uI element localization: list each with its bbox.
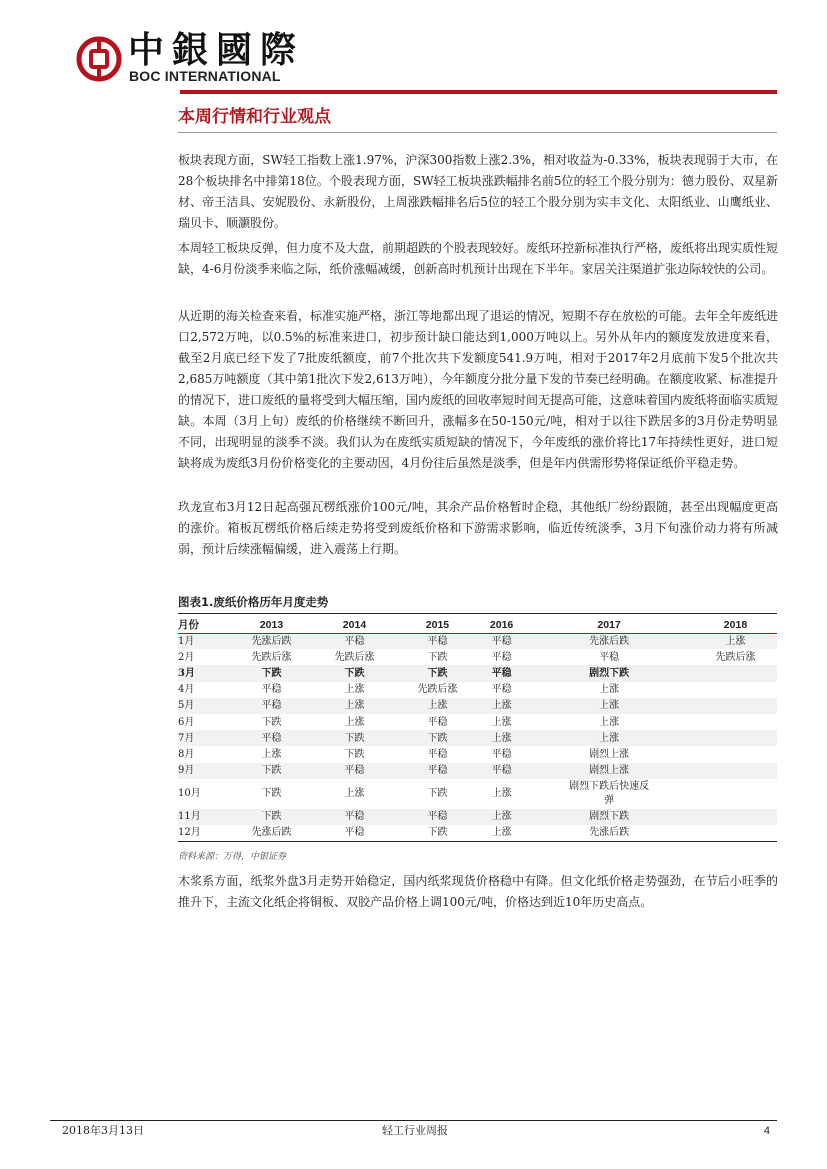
table-cell-month: 6月	[178, 714, 230, 730]
figure-title-divider	[178, 613, 777, 614]
table-row	[178, 633, 777, 649]
table-cell	[694, 682, 777, 698]
table-cell: 平稳	[396, 809, 479, 825]
table-cell	[694, 763, 777, 779]
table-cell: 剧烈下跌	[524, 809, 694, 825]
table-header-row	[178, 617, 777, 633]
table-cell: 下跌	[396, 730, 479, 746]
table-cell: 下跌	[230, 779, 313, 809]
table-cell-month: 1月	[178, 633, 230, 649]
table-header-year: 2018	[694, 617, 777, 633]
table-cell: 下跌	[230, 809, 313, 825]
table-cell: 上涨	[694, 633, 777, 649]
table-row	[178, 730, 777, 746]
table-cell: 上涨	[479, 714, 524, 730]
brand-name-cn: 中銀國際	[128, 29, 305, 71]
table-cell: 先跌后涨	[396, 682, 479, 698]
table-cell: 下跌	[313, 665, 396, 681]
paragraph-price-increase: 玖龙宣布3月12日起高强瓦楞纸涨价100元/吨，其余产品价格暂时企稳，其他纸厂纷纷跟随，甚至出现幅度更高的涨价。箱板瓦楞纸价格后续走势将受到废纸价格和下游需求影响，临近传统淡季，3月下旬涨价动力将有所减弱，预计后续涨幅偏缓，进入震荡上行期。	[178, 500, 778, 556]
table-cell: 平稳	[396, 633, 479, 649]
table-cell: 平稳	[479, 665, 524, 681]
paragraph-customs-inspection: 从近期的海关检查来看，标准实施严格，浙江等地都出现了退运的情况，短期不存在放松的可能。去年全年废纸进口2,572万吨，以0.5%的标准来进口，初步预计缺口能达到1,000万吨以上。另外从年内的额度发放进度来看，截至2月底已经下发了7批废纸额度，前7个批次共下发额度541.9万吨，相对于2017年2月底前下发5个批次共2,685万吨额度（其中第1批次下发2,613万吨），今年额度分批分量下发的节奏已经明确。在额度收紧、标准提升的情况下，进口废纸的量将受到大幅压缩，国内废纸的回收率短时间无提高可能，这意味着国内废纸将面临实质短缺。本周（3月上旬）废纸的价格继续不断回升，涨幅多在50-150元/吨，相对于以往下跌居多的3月份走势明显不同，出现明显的淡季不淡。我们认为在废纸实质短缺的情况下，今年废纸的涨价将比17年持续性更好，进口短缺将成为废纸3月份价格变化的主要动因，4月份往后虽然是淡季，但是年内供需形势将保证纸价平稳走势。	[178, 309, 779, 470]
table-cell: 剧烈下跌	[524, 665, 694, 681]
table-cell: 平稳	[479, 633, 524, 649]
table-header-year: 2014	[313, 617, 396, 633]
table-cell: 先涨后跌	[524, 825, 694, 841]
table-cell: 下跌	[396, 779, 479, 809]
table-cell: 先跌后涨	[313, 649, 396, 665]
page-header	[0, 0, 827, 100]
table-cell: 上涨	[313, 779, 396, 809]
table-cell: 上涨	[230, 746, 313, 762]
table-cell-text: 剧烈下跌后快速反弹	[569, 780, 650, 806]
table-row	[178, 698, 777, 714]
table-cell: 先涨后跌	[230, 825, 313, 841]
table-cell-month: 2月	[178, 649, 230, 665]
table-cell-month: 5月	[178, 698, 230, 714]
table-cell: 上涨	[479, 730, 524, 746]
boc-logo-icon	[76, 36, 122, 82]
table-cell: 上涨	[524, 698, 694, 714]
table-cell: 平稳	[230, 682, 313, 698]
section-title: 本周行情和行业观点	[178, 107, 331, 127]
footer-page-number: 4	[763, 1125, 770, 1137]
table-cell: 平稳	[230, 730, 313, 746]
table-row	[178, 809, 777, 825]
paragraph-sector-performance: 板块表现方面，SW轻工指数上涨1.97%，沪深300指数上涨2.3%，相对收益为-0.33%，板块表现弱于大市，在28个板块排名中排第18位。个股表现方面，SW轻工板块涨跌幅排名前5位的轻工个股分别为：德力股份、双星新材、帝王洁具、安妮股份、永新股份，上周涨跌幅排名后5位的轻工个股分别为实丰文化、太阳纸业、山鹰纸业、瑞贝卡、顺灏股份。	[178, 153, 778, 230]
table-cell: 平稳	[396, 763, 479, 779]
table-cell: 上涨	[479, 779, 524, 809]
table-cell: 平稳	[313, 825, 396, 841]
table-cell: 下跌	[230, 714, 313, 730]
table-cell: 平稳	[479, 682, 524, 698]
brand-name-en: BOC INTERNATIONAL	[129, 68, 281, 84]
table-cell-month: 11月	[178, 809, 230, 825]
table-cell: 下跌	[396, 825, 479, 841]
table-row	[178, 682, 777, 698]
table-cell: 上涨	[479, 698, 524, 714]
table-cell-month: 8月	[178, 746, 230, 762]
table-cell: 上涨	[524, 714, 694, 730]
table-cell	[694, 665, 777, 681]
table-cell: 剧烈上涨	[524, 763, 694, 779]
table-cell: 下跌	[230, 763, 313, 779]
table-cell	[694, 746, 777, 762]
paragraph-weekly-view: 本周轻工板块反弹，但力度不及大盘，前期超跌的个股表现较好。废纸环控新标准执行严格，废纸将出现实质性短缺，4-6月份淡季来临之际，纸价涨幅减缓，创新高时机预计出现在下半年。家居关注渠道扩张边际较快的公司。	[178, 241, 779, 276]
table-cell: 平稳	[230, 698, 313, 714]
table-cell: 平稳	[524, 649, 694, 665]
footer-divider	[50, 1120, 777, 1121]
table-cell: 上涨	[479, 809, 524, 825]
table-cell: 下跌	[313, 746, 396, 762]
table-row	[178, 746, 777, 762]
table-cell: 平稳	[313, 809, 396, 825]
table-cell: 上涨	[479, 825, 524, 841]
table-row	[178, 763, 777, 779]
figure-title: 图表1.废纸价格历年月度走势	[178, 595, 329, 609]
table-header-year: 2017	[524, 617, 694, 633]
table-cell: 下跌	[313, 730, 396, 746]
table-cell: 平稳	[396, 714, 479, 730]
table-cell	[694, 730, 777, 746]
table-row	[178, 714, 777, 730]
figure-source: 资料来源：万得，中银证券	[178, 852, 287, 862]
footer-report-name: 轻工行业周报	[382, 1124, 448, 1137]
table-cell: 上涨	[313, 698, 396, 714]
table-cell: 先涨后跌	[524, 633, 694, 649]
table-header-month: 月份	[178, 617, 230, 633]
table-cell: 上涨	[313, 714, 396, 730]
table-cell: 平稳	[479, 763, 524, 779]
table-cell: 下跌	[396, 665, 479, 681]
header-divider	[180, 90, 777, 94]
table-cell-month: 12月	[178, 825, 230, 841]
table-cell-month: 10月	[178, 779, 230, 809]
table-cell: 上涨	[524, 730, 694, 746]
table-cell	[694, 714, 777, 730]
table-row	[178, 825, 777, 841]
table-cell: 上涨	[313, 682, 396, 698]
table-cell: 先涨后跌	[230, 633, 313, 649]
table-cell: 上涨	[396, 698, 479, 714]
table-cell: 下跌	[396, 649, 479, 665]
table-cell-month: 9月	[178, 763, 230, 779]
table-cell-month: 4月	[178, 682, 230, 698]
table-cell-month: 3月	[178, 665, 230, 681]
table-row	[178, 779, 777, 809]
title-divider	[178, 132, 777, 133]
table-cell	[694, 698, 777, 714]
table-cell: 平稳	[479, 746, 524, 762]
table-row	[178, 649, 777, 665]
table-cell: 平稳	[396, 746, 479, 762]
table-cell: 平稳	[313, 633, 396, 649]
table-header-year: 2013	[230, 617, 313, 633]
table-header-year: 2016	[479, 617, 524, 633]
footer-date: 2018年3月13日	[62, 1124, 144, 1137]
table-cell: 剧烈上涨	[524, 746, 694, 762]
table-cell	[694, 825, 777, 841]
paragraph-pulp-market: 木浆系方面，纸浆外盘3月走势开始稳定，国内纸浆现货价格稳中有降。但文化纸价格走势强劲，在节后小旺季的推升下，主流文化纸企将铜板、双胶产品价格上调100元/吨，价格达到近10年历史高点。	[178, 874, 778, 909]
table-cell: 平稳	[479, 649, 524, 665]
table-cell	[694, 809, 777, 825]
table-cell: 上涨	[524, 682, 694, 698]
waste-paper-price-table	[178, 617, 777, 842]
table-header-year: 2015	[396, 617, 479, 633]
table-cell: 下跌	[230, 665, 313, 681]
table-cell: 先跌后涨	[230, 649, 313, 665]
table-cell: 平稳	[313, 763, 396, 779]
table-cell	[524, 779, 694, 809]
table-cell	[694, 779, 777, 809]
table-cell-month: 7月	[178, 730, 230, 746]
table-row	[178, 665, 777, 681]
table-cell: 先跌后涨	[694, 649, 777, 665]
